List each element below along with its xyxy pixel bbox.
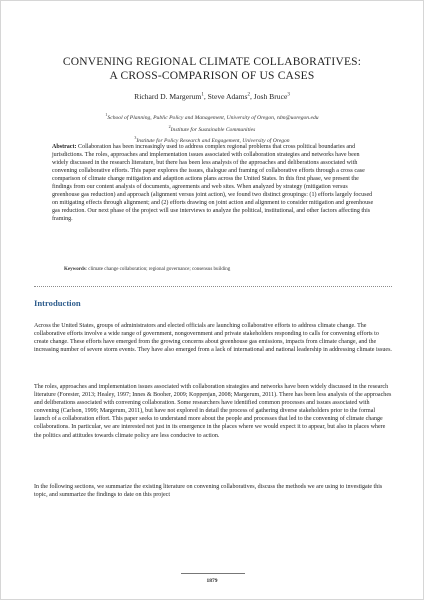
author-separator: , (249, 92, 254, 101)
body-paragraph: In the following sections, we summarize the existing literature on convening collaboratives, discuss the methods we are using to investigate this topic, and summarize the findings to date on this project (34, 484, 383, 499)
abstract-label: Abstract: (52, 144, 77, 150)
author-affiliation-marker: 1 (201, 92, 204, 98)
affiliation-text: Institute for Policy Research and Engagement, University of Oregon (136, 138, 290, 145)
affiliation-marker: 3 (134, 135, 137, 141)
body-paragraph: The roles, approaches and implementation issues associated with collaboration strategies and networks have been widely discussed in the research literature (Forester, 2013; Healey, 1997; Innes & Booher, 2009; Koppenjan, 2008; Margerum, 2011). There has been less analysis of the approaches and deliberations associated with convening collaboration. Some researchers have identified common processes and issues associated with convening (Carlson, 1999; Margerum, 2011), but have not explored in detail the process of gathering diverse stakeholders prior to the formal launch of a collaboration effort. This paper seeks to understand more about the people and processes that led to the convening of climate change collaborations. In particular, we are interested not just in its emergence in the places where we would expect it to appear, but also in places where the politics and attitudes towards climate policy are less conducive to action. (34, 384, 392, 439)
body-paragraph: Across the United States, groups of administrators and elected officials are launching collaborative efforts to address climate change. The collaborative efforts involve a wide range of government, nongovernment and private stakeholders responding to calls for convening efforts to create change. These efforts have emerged from the growing concerns about greenhouse gas emissions, impacts from climate change, and the increasing number of severe storm events. They have also emerged from a lack of international and national leadership in addressing climate issues. (34, 323, 392, 354)
keywords-text: : climate change collaboration; regional governance; consensus building (85, 267, 231, 272)
keywords-label: Keywords (64, 267, 86, 272)
paper-title (1, 55, 423, 83)
affiliation-marker: 2 (168, 123, 171, 129)
author-separator: , (203, 92, 208, 101)
affiliation (1, 111, 423, 123)
affiliation-marker: 1 (105, 112, 108, 117)
keywords (64, 266, 384, 273)
abstract (52, 143, 376, 223)
affiliation (1, 123, 423, 135)
title-line-2: A CROSS-COMPARISON OF US CASES (109, 70, 315, 82)
author-name: Steve Adams (207, 92, 248, 101)
affiliation-list (1, 111, 423, 146)
affiliation-text: School of Planning, Public Policy and Management, University of Oregon, rdm@uoregon.edu (107, 114, 319, 121)
section-divider (34, 286, 392, 287)
author-name: Josh Bruce (253, 92, 288, 101)
author-list (1, 92, 423, 101)
author-affiliation-marker: 3 (287, 92, 290, 98)
author-affiliation-marker: 2 (247, 92, 250, 98)
title-line-1: CONVENING REGIONAL CLIMATE COLLABORATIVES: (62, 56, 362, 68)
author-name: Richard D. Margerum (134, 92, 202, 101)
section-heading: Introduction (34, 298, 81, 308)
abstract-text: Collaboration has been increasingly used to address complex regional problems that cross political boundaries and jurisdictions. The roles, approaches and implementation issues associated with collaboration strategies and networks have been widely discussed in the research literature, but there has been less analysis of the approaches and deliberations associated with convening collaborative efforts. This paper explores the issues, dialogue and framing of collaborative efforts through a cross case comparison of climate change mitigation and adaption actions plans across the United States. In this first phase, we present the findings from our content analysis of documents, agreements and web sites. When analyzed by strategy (mitigation versus greenhouse gas reduction) and approach (alignment versus joint action), we found two distinct groupings: (1) efforts largely focused on mitigating effects through alignment; and (2) efforts drawing on joint action and alignment to consider mitigation and greenhouse gas reduction. Our next phase of the project will use interviews to analyze the political, institutional, and other factors affecting this framing. (52, 144, 374, 223)
page-number: 1879 (206, 578, 218, 584)
affiliation-text: Institute for Sustainable Communities (170, 126, 256, 133)
footer-rule (181, 573, 245, 574)
